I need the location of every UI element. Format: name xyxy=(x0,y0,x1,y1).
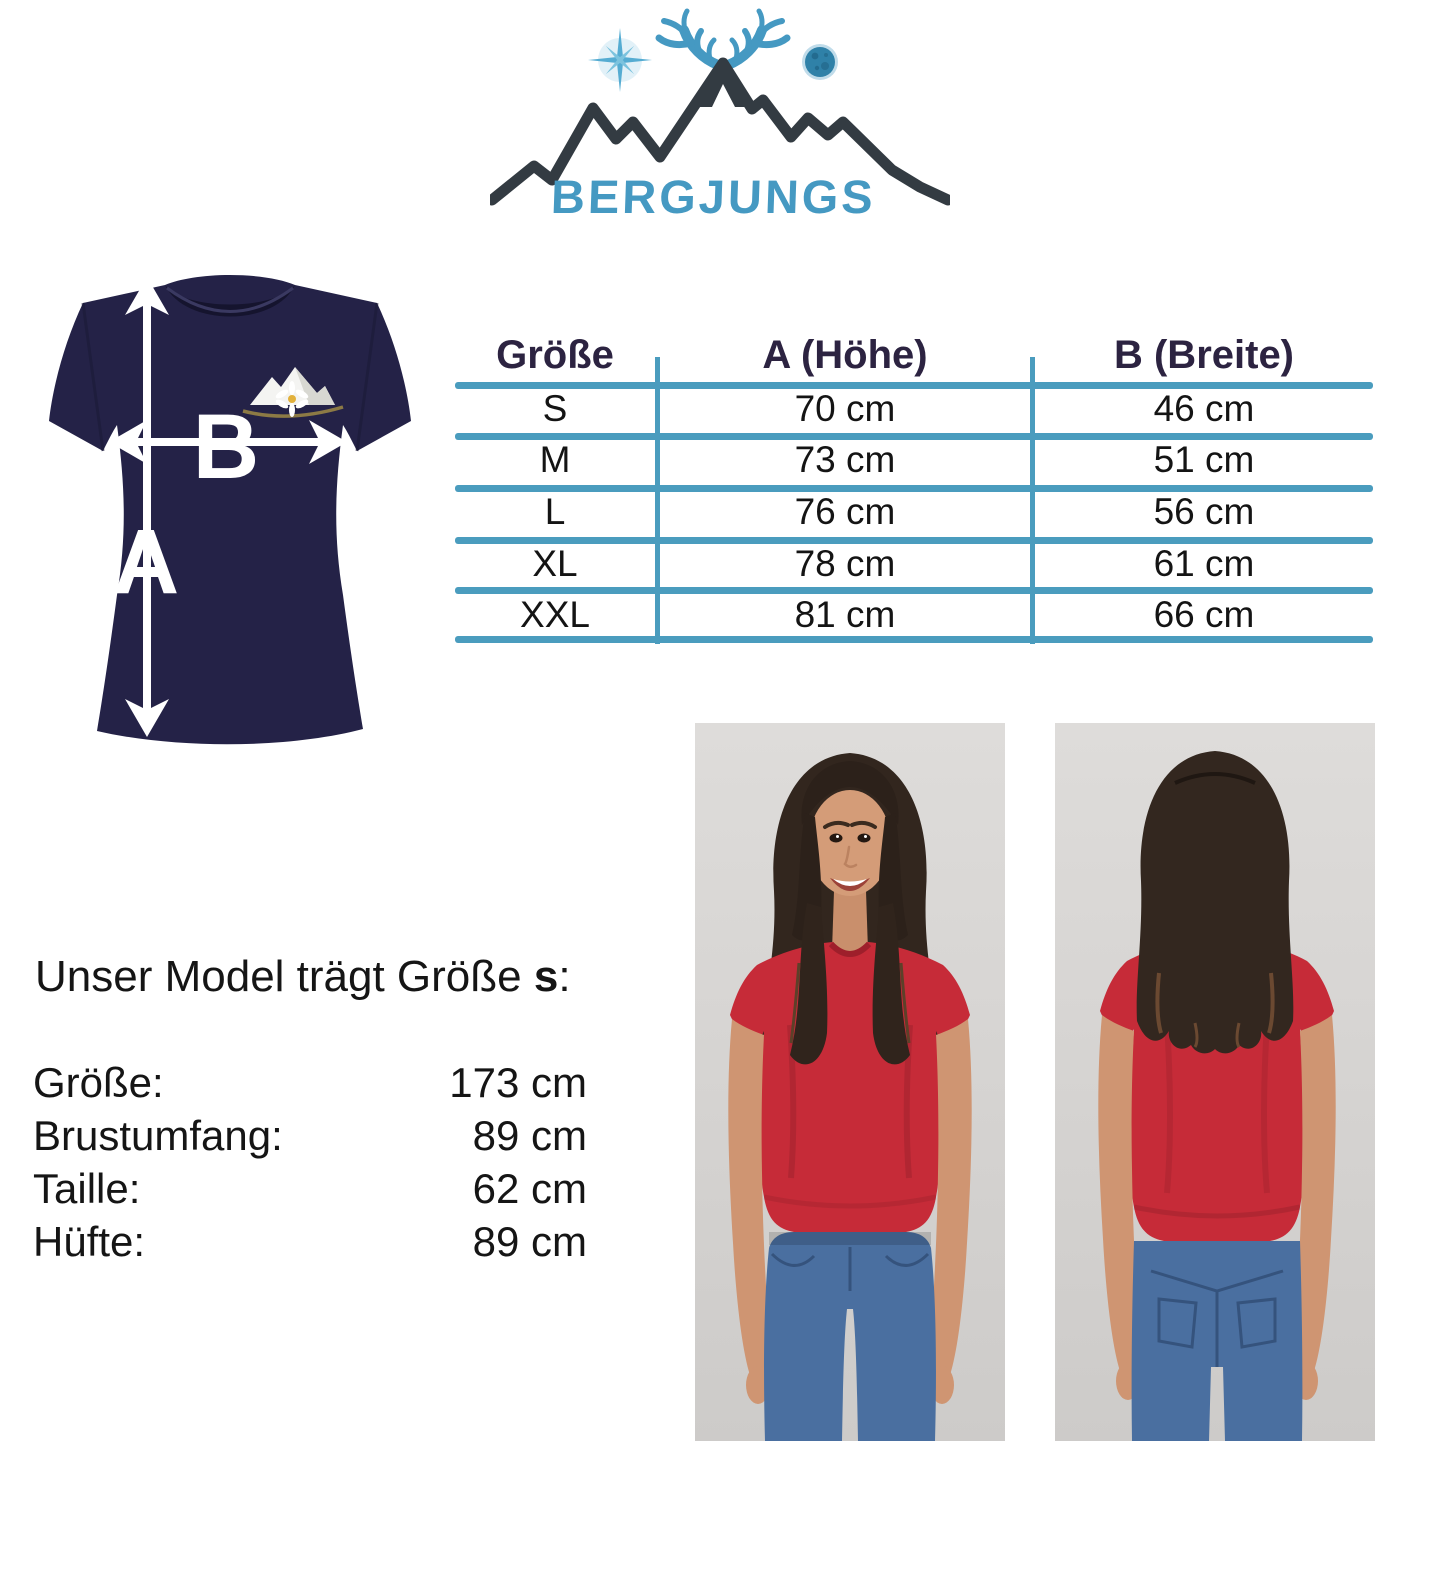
table-cell-width: 51 cm xyxy=(1153,439,1255,480)
column-header-height: A (Höhe) xyxy=(762,333,928,377)
table-cell-size: XL xyxy=(532,543,578,584)
measure-label: Brustumfang: xyxy=(33,1112,283,1159)
table-cell-size: M xyxy=(539,439,571,480)
measure-row xyxy=(33,1215,587,1268)
column-header-size: Größe xyxy=(496,333,614,377)
table-cell-height: 70 cm xyxy=(794,388,896,429)
model-intro-text xyxy=(35,952,675,1002)
table-cell-width: 46 cm xyxy=(1153,388,1255,429)
navy-shirt-shape xyxy=(49,275,411,744)
measure-label: Größe: xyxy=(33,1059,164,1106)
brand-logo xyxy=(490,8,950,223)
tshirt-measure-diagram xyxy=(45,263,415,747)
model-intro-suffix: : xyxy=(558,952,571,1001)
brand-name: BERGJUNGS xyxy=(550,170,877,223)
model-measurements xyxy=(33,1056,587,1268)
table-cell-height: 78 cm xyxy=(794,543,896,584)
table-cell-size: XXL xyxy=(520,594,590,635)
table-cell-width: 66 cm xyxy=(1153,594,1255,635)
table-cell-size: S xyxy=(542,388,568,429)
measure-row xyxy=(33,1162,587,1215)
measure-value: 89 cm xyxy=(472,1218,587,1265)
sparkle-star-icon xyxy=(588,28,652,92)
measure-row xyxy=(33,1109,587,1162)
model-photo-front xyxy=(695,723,1005,1441)
table-cell-width: 61 cm xyxy=(1153,543,1255,584)
column-header-width: B (Breite) xyxy=(1113,333,1295,377)
measure-label: Taille: xyxy=(33,1165,141,1212)
measure-value: 173 cm xyxy=(449,1059,587,1106)
size-table xyxy=(455,330,1373,648)
model-size-value: s xyxy=(533,952,559,1001)
model-intro-prefix: Unser Model trägt Größe xyxy=(35,952,534,1001)
measure-label: Hüfte: xyxy=(33,1218,146,1265)
table-cell-height: 73 cm xyxy=(794,439,896,480)
measure-value: 89 cm xyxy=(472,1112,587,1159)
table-cell-size: L xyxy=(544,491,566,532)
moon-icon xyxy=(802,44,838,80)
table-cell-width: 56 cm xyxy=(1153,491,1255,532)
width-label-b: B xyxy=(192,396,260,498)
table-cell-height: 76 cm xyxy=(794,491,896,532)
measure-value: 62 cm xyxy=(472,1165,587,1212)
antlers-icon xyxy=(659,11,787,65)
height-label-a: A xyxy=(112,511,180,613)
table-cell-height: 81 cm xyxy=(794,594,896,635)
model-photo-back xyxy=(1055,723,1375,1441)
measure-row xyxy=(33,1056,587,1109)
